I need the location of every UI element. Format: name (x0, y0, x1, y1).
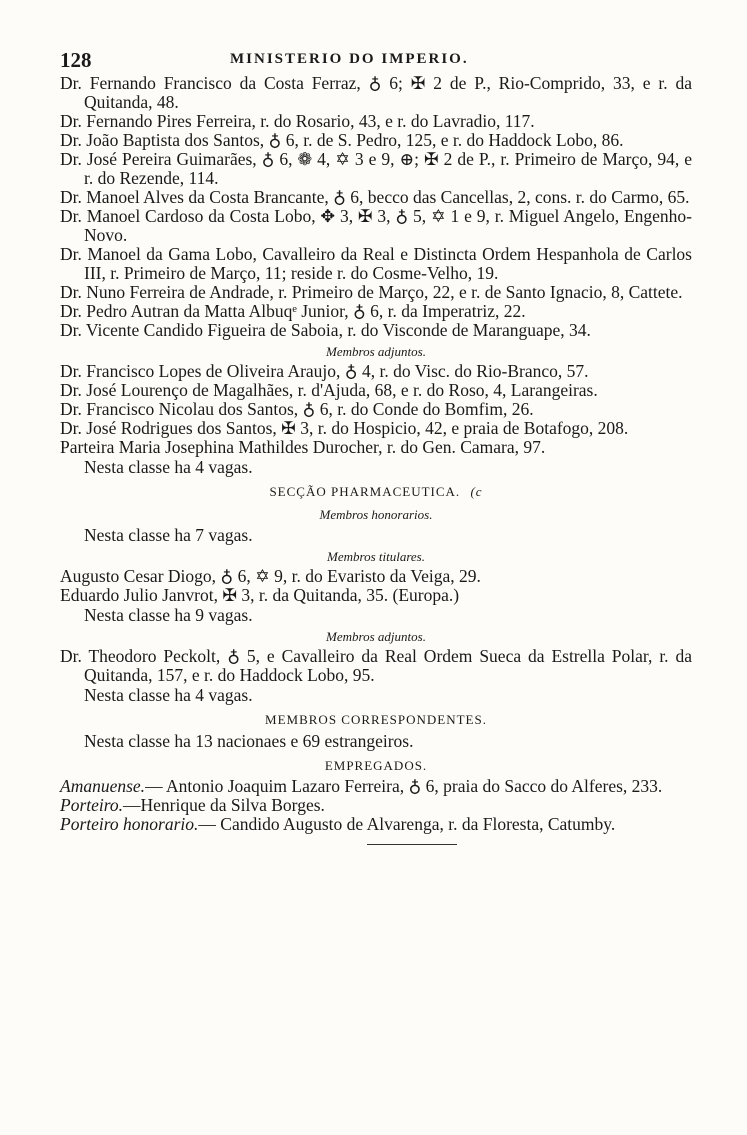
section-title-membros-titulares: Membros titulares. (327, 549, 425, 564)
list-item: Dr. Nuno Ferreira de Andrade, r. Primeiro de Março, 22, e r. de Santo Ignacio, 8, Cattete. (60, 282, 683, 302)
section-title-membros-honorarios: Membros honorarios. (319, 507, 433, 522)
list-item: Augusto Cesar Diogo, ♁ 6, ✡ 9, r. do Evaristo da Veiga, 29. (60, 566, 481, 586)
list-item: Dr. José Rodrigues dos Santos, ✠ 3, r. do Hospicio, 42, e praia de Botafogo, 208. (60, 418, 629, 438)
list-item: Dr. João Baptista dos Santos, ♁ 6, r. de S. Pedro, 125, e r. do Haddock Lobo, 86. (60, 130, 624, 150)
vacancy-note: Nesta classe ha 7 vagas. (84, 525, 253, 545)
list-item: Dr. Pedro Autran da Matta Albuqᵉ Junior, ♁ 6, r. da Imperatriz, 22. (60, 301, 526, 321)
page-number: 128 (60, 48, 92, 72)
list-item: Dr. José Lourenço de Magalhães, r. d'Ajuda, 68, e r. do Roso, 4, Larangeiras. (60, 380, 598, 400)
list-item (60, 777, 692, 796)
list-item: Dr. José Pereira Guimarães, ♁ 6, ❁ 4, ✡ 3 e 9, ⊕; ✠ 2 de P., r. Primeiro de Março, 94, e r. do Rezende, 114. (60, 149, 692, 188)
list-item: Dr. Theodoro Peckolt, ♁ 5, e Cavalleiro da Real Ordem Sueca da Estrella Polar, r. da Quitanda, 157, e r. do Haddock Lobo, 95. (60, 646, 692, 685)
section-title-membros-adjuntos-2: Membros adjuntos. (326, 629, 426, 644)
list-item: Dr. Manoel Cardoso da Costa Lobo, ✥ 3, ✠ 3, ♁ 5, ✡ 1 e 9, r. Miguel Angelo, Engenho-Novo. (60, 206, 692, 245)
vacancy-note: Nesta classe ha 4 vagas. (84, 457, 253, 477)
section-heading-text: SECÇÃO PHARMACEUTICA. (269, 484, 461, 499)
list-item: Eduardo Julio Janvrot, ✠ 3, r. da Quitanda, 35. (Europa.) (60, 585, 460, 605)
list-item: Dr. Francisco Lopes de Oliveira Araujo, ♁ 4, r. do Visc. do Rio-Branco, 57. (60, 361, 589, 381)
vacancy-note: Nesta classe ha 4 vagas. (84, 685, 253, 705)
vacancy-note: Nesta classe ha 9 vagas. (84, 605, 253, 625)
list-item: Dr. Fernando Pires Ferreira, r. do Rosario, 43, e r. do Lavradio, 117. (60, 111, 535, 131)
role-label: Amanuense. (60, 776, 146, 796)
entries-list (60, 74, 692, 340)
role-holder: —Henrique da Silva Borges. (123, 795, 325, 815)
running-title: MINISTERIO DO IMPERIO. (230, 51, 469, 67)
section-title-empregados: EMPREGADOS. (324, 758, 428, 773)
role-holder: — Candido Augusto de Alvarenga, r. da Floresta, Catumby. (198, 814, 616, 834)
closing-rule (367, 844, 457, 845)
vacancy-note: Nesta classe ha 13 nacionaes e 69 estrangeiros. (84, 731, 414, 751)
margin-mark: (c (470, 484, 483, 499)
section-title-pharmaceutica (60, 481, 692, 503)
section-title-membros-adjuntos: Membros adjuntos. (326, 344, 426, 359)
list-item: Dr. Manoel Alves da Costa Brancante, ♁ 6, becco das Cancellas, 2, cons. r. do Carmo, 65. (60, 187, 690, 207)
role-label: Porteiro. (60, 795, 124, 815)
list-item: Dr. Fernando Francisco da Costa Ferraz, ♁ 6; ✠ 2 de P., Rio-Comprido, 33, e r. da Quitanda, 48. (60, 73, 692, 112)
role-holder: — Antonio Joaquim Lazaro Ferreira, ♁ 6, praia do Sacco do Alferes, 233. (145, 776, 663, 796)
section-title-correspondentes: MEMBROS CORRESPONDENTES. (265, 712, 487, 727)
list-item: Dr. Manoel da Gama Lobo, Cavalleiro da Real e Distincta Ordem Hespanhola de Carlos III, r. Primeiro de Março, 11; reside r. do Cosme-Velho, 19. (60, 244, 692, 283)
list-item: Dr. Vicente Candido Figueira de Saboia, r. do Visconde de Maranguape, 34. (60, 320, 591, 340)
page-header (60, 48, 692, 74)
list-item (60, 796, 692, 815)
list-item: Dr. Francisco Nicolau dos Santos, ♁ 6, r. do Conde do Bomfim, 26. (60, 399, 534, 419)
list-item (60, 815, 692, 834)
role-label: Porteiro honorario. (60, 814, 199, 834)
list-item: Parteira Maria Josephina Mathildes Durocher, r. do Gen. Camara, 97. (60, 437, 546, 457)
